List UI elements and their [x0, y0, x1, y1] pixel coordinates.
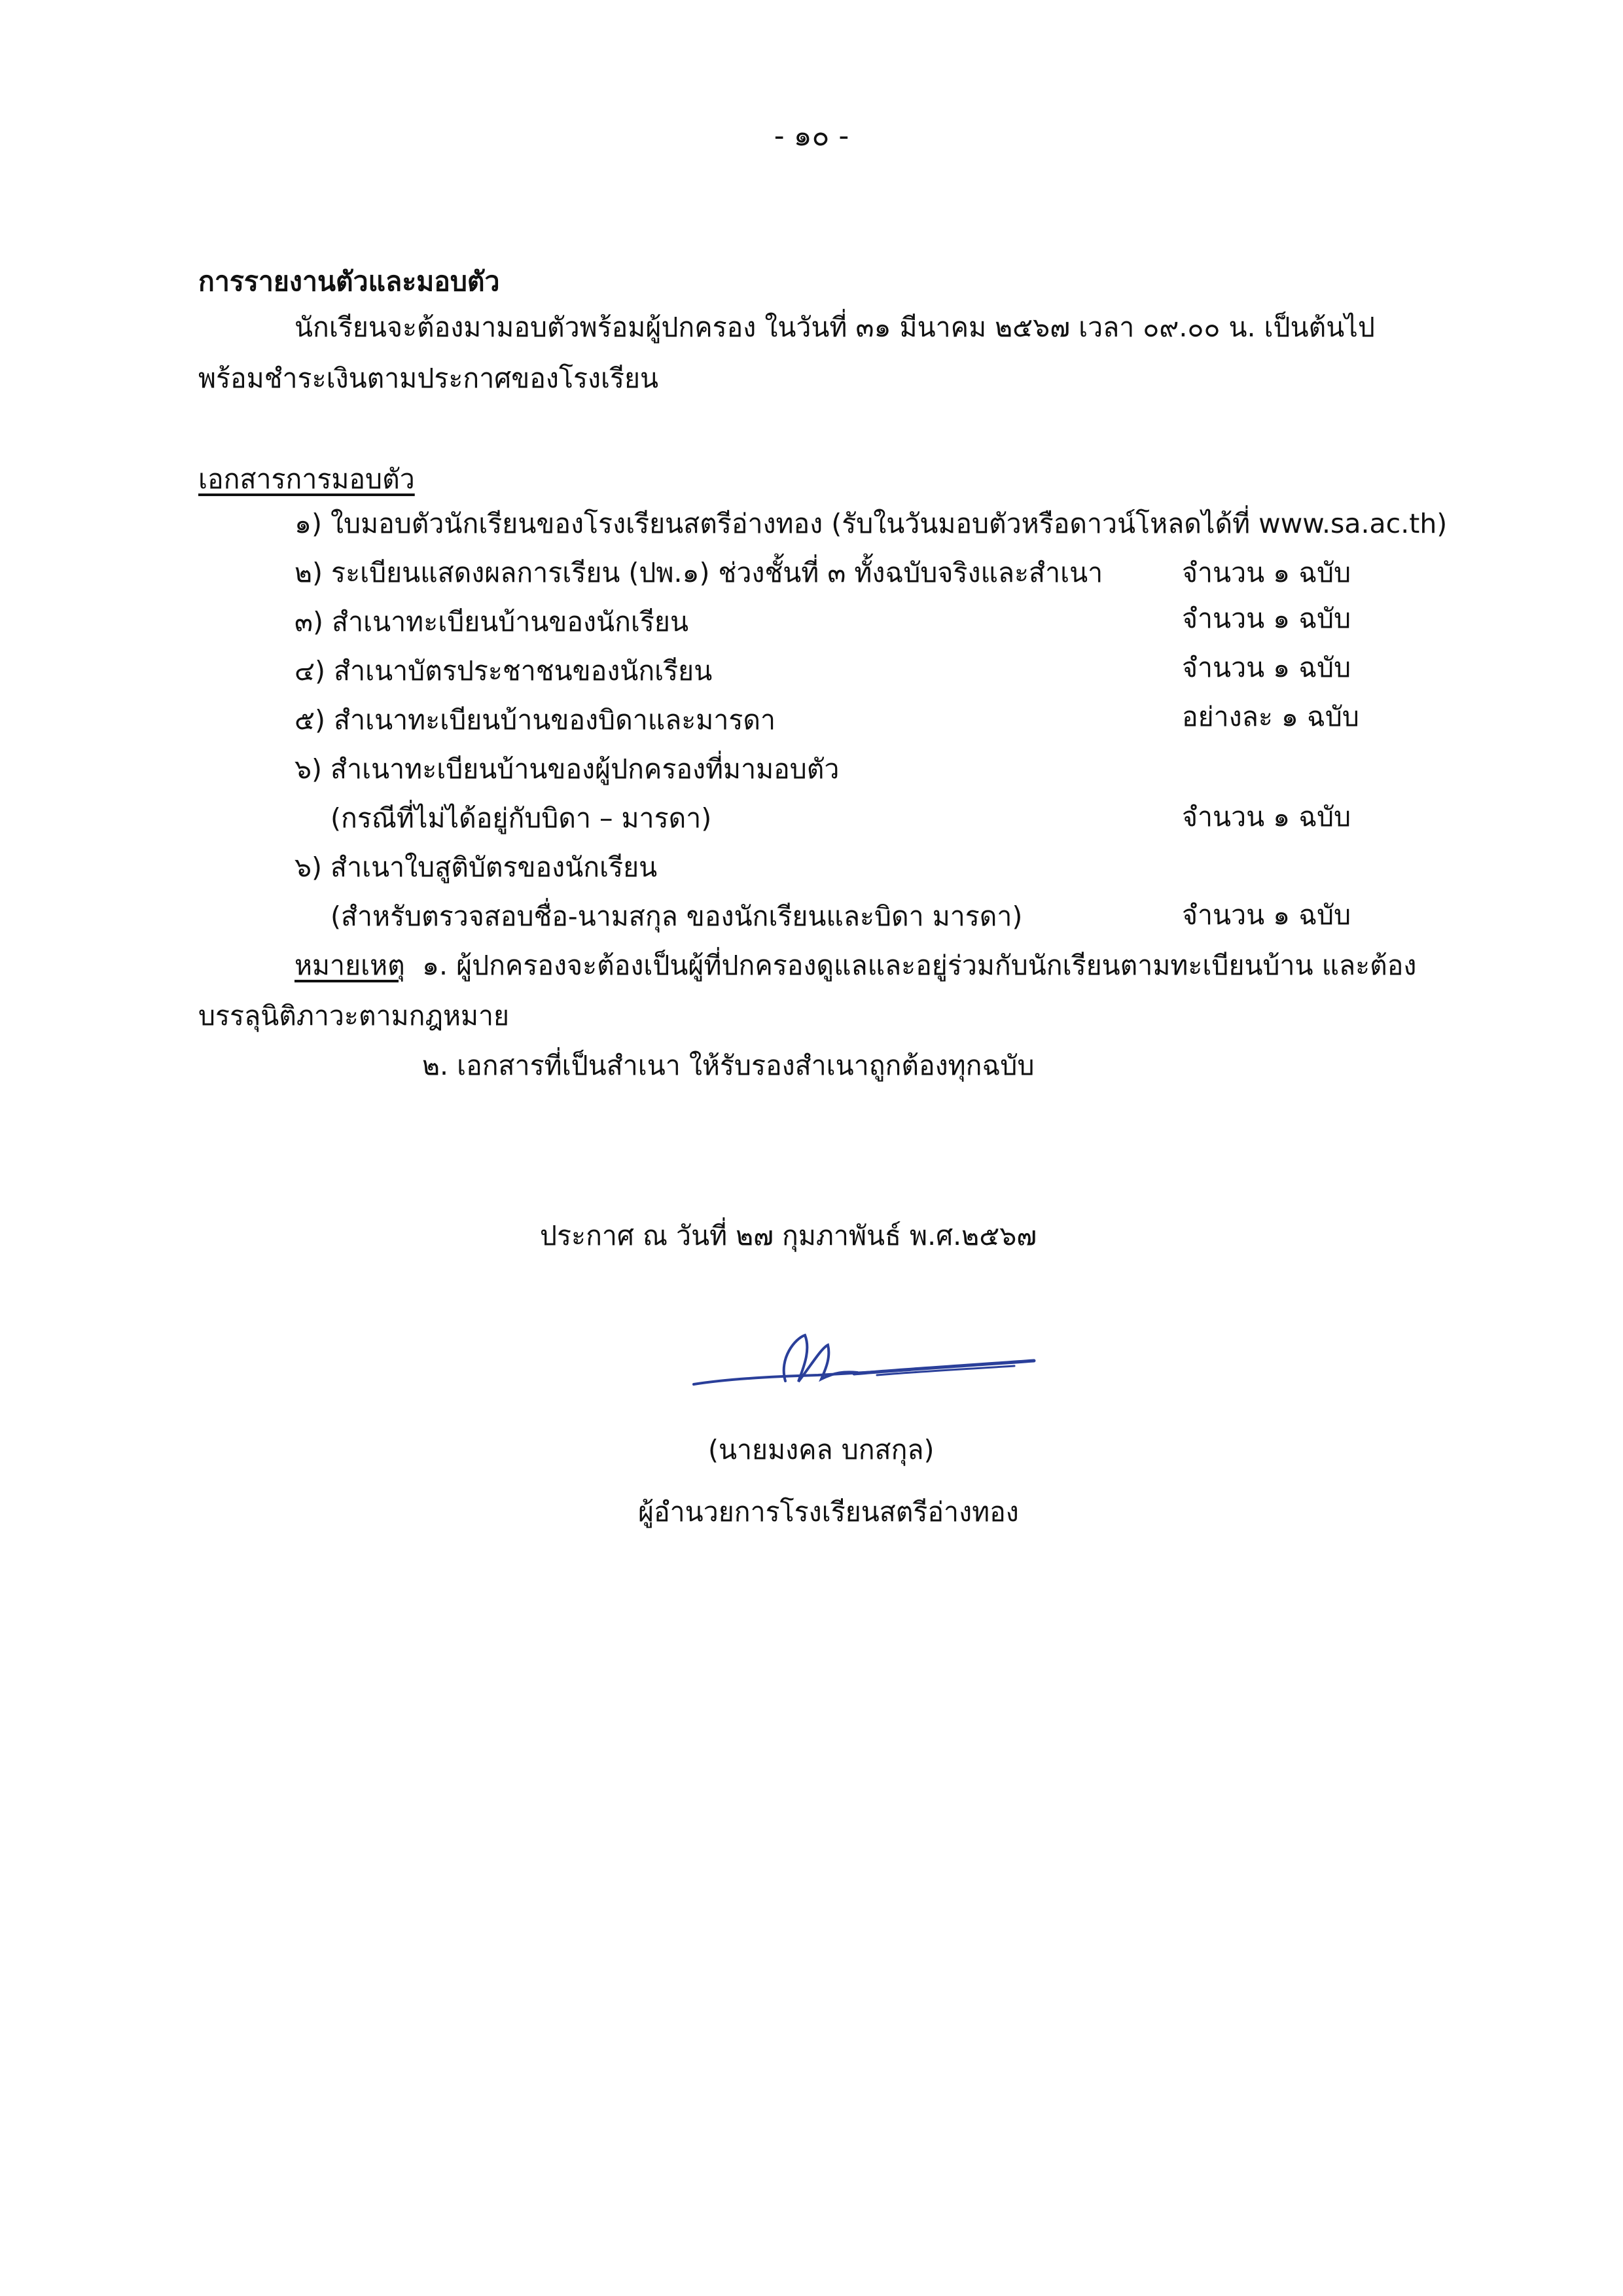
document-item: ๕) สำเนาทะเบียนบ้านของบิดาและมารดา — [294, 704, 776, 736]
signature-mark — [687, 1319, 1054, 1397]
signature — [687, 1319, 1054, 1400]
document-item: ๔) สำเนาบัตรประชาชนของนักเรียน — [294, 655, 713, 687]
remarks-label: หมายเหตุ — [294, 950, 405, 981]
remark-1-line-1: ๑. ผู้ปกครองจะต้องเป็นผู้ที่ปกครองดูแลและอยู่ร่วมกับนักเรียนตามทะเบียนบ้าน และต้อง — [422, 950, 1417, 981]
document-item: ๖) สำเนาใบสูติบัตรของนักเรียน — [294, 852, 658, 883]
signatory-name: (นายมงคล บกสกุล) — [708, 1434, 935, 1465]
document-item: ๖) สำเนาทะเบียนบ้านของผู้ปกครองที่มามอบตัว — [294, 753, 840, 785]
remark-1-line-2: บรรลุนิติภาวะตามกฎหมาย — [198, 1000, 510, 1031]
intro-line-1: นักเรียนจะต้องมามอบตัวพร้อมผู้ปกครอง ในวันที่ ๓๑ มีนาคม ๒๕๖๗ เวลา ๐๙.๐๐ น. เป็นต้นไป — [294, 312, 1375, 343]
document-item: (สำหรับตรวจสอบชื่อ-นามสกุล ของนักเรียนและบิดา มารดา) — [330, 901, 1023, 932]
document-qty: จำนวน ๑ ฉบับ — [1182, 899, 1351, 931]
document-qty: จำนวน ๑ ฉบับ — [1182, 557, 1351, 588]
document-qty: จำนวน ๑ ฉบับ — [1182, 603, 1351, 634]
document-qty: อย่างละ ๑ ฉบับ — [1182, 701, 1359, 732]
remark-2: ๒. เอกสารที่เป็นสำเนา ให้รับรองสำเนาถูกต้องทุกฉบับ — [422, 1050, 1035, 1081]
document-item: ๑) ใบมอบตัวนักเรียนของโรงเรียนสตรีอ่างทอง (รับในวันมอบตัวหรือดาวน์โหลดได้ที่ www.sa.ac.th) — [294, 508, 1448, 539]
document-qty: จำนวน ๑ ฉบับ — [1182, 801, 1351, 833]
signatory-position: ผู้อำนวยการโรงเรียนสตรีอ่างทอง — [638, 1496, 1019, 1528]
documents-title: เอกสารการมอบตัว — [198, 463, 415, 495]
document-item: ๓) สำเนาทะเบียนบ้านของนักเรียน — [294, 606, 688, 637]
document-item: (กรณีที่ไม่ได้อยู่กับบิดา – มารดา) — [330, 802, 712, 834]
intro-line-2: พร้อมชำระเงินตามประกาศของโรงเรียน — [198, 363, 659, 394]
page-number: - ๑๐ - — [774, 119, 849, 152]
section-heading: การรายงานตัวและมอบตัว — [198, 266, 500, 297]
document-qty: จำนวน ๑ ฉบับ — [1182, 652, 1351, 683]
announcement-date: ประกาศ ณ วันที่ ๒๗ กุมภาพันธ์ พ.ศ.๒๕๖๗ — [540, 1220, 1037, 1251]
document-item: ๒) ระเบียนแสดงผลการเรียน (ปพ.๑) ช่วงชั้นที่ ๓ ทั้งฉบับจริงและสำเนา — [294, 557, 1103, 588]
